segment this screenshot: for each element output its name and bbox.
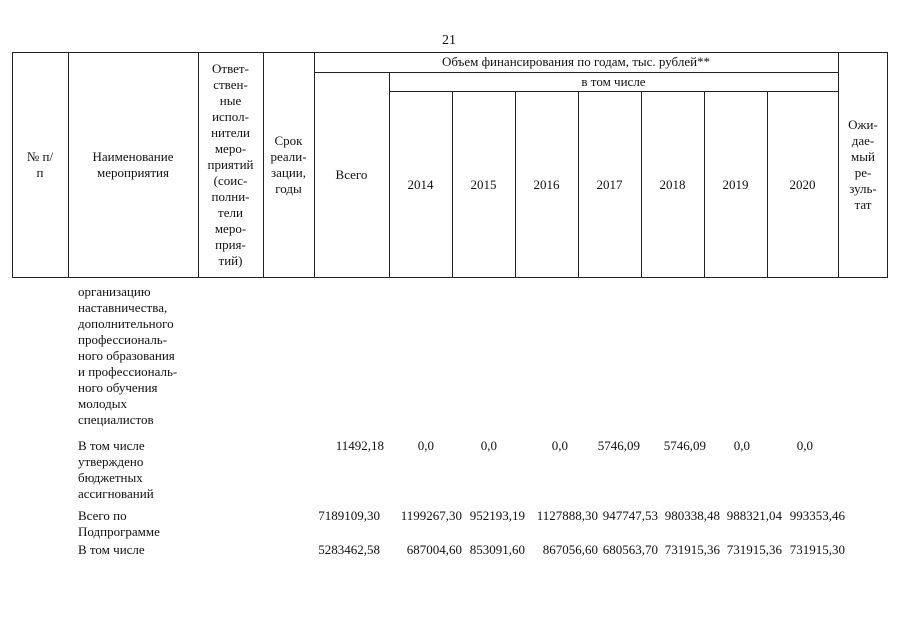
row-name — [78, 284, 177, 428]
value-cell: 5283462,58 — [318, 542, 380, 557]
row-name — [78, 508, 160, 540]
value-cell: 731915,36 — [726, 542, 782, 557]
value-cell: 0,0 — [551, 438, 568, 453]
header-line: мый — [851, 149, 875, 164]
value-cell: 952193,19 — [469, 508, 525, 523]
header-name: Наименование мероприятия — [92, 149, 174, 180]
header-line: полни- — [211, 189, 250, 204]
value-cell: 5746,09 — [597, 438, 640, 453]
value-cell: 680563,70 — [602, 542, 658, 557]
header-year-2019: 2019 — [722, 176, 749, 192]
header-line: зации, — [270, 165, 307, 180]
header-line: годы — [275, 181, 302, 196]
row-name-line: ного образования — [78, 348, 175, 363]
row-name-line: Подпрограмме — [78, 524, 160, 539]
header-line: меро- — [214, 221, 247, 236]
header-line: (соис- — [213, 173, 248, 188]
header-year-2017: 2017 — [596, 176, 623, 192]
row-name-line: ного обучения — [78, 380, 158, 395]
header-line: прия- — [215, 237, 246, 252]
value-cell: 0,0 — [417, 438, 434, 453]
header-line: тели — [218, 205, 243, 220]
header-line: приятий — [207, 157, 254, 172]
row-name-line: В том числе — [78, 542, 145, 557]
row-name-line: В том числе — [78, 438, 145, 453]
row-name-line: молодых — [78, 396, 128, 411]
header-line: тий) — [218, 253, 243, 268]
row-name-line: организацию — [78, 284, 151, 299]
value-cell: 988321,04 — [726, 508, 782, 523]
header-year-2018: 2018 — [659, 176, 686, 192]
header-line: меро- — [214, 141, 247, 156]
row-name-line: утверждено — [78, 454, 144, 469]
value-cell: 853091,60 — [469, 542, 525, 557]
header-financing: Объем финансирования по годам, тыс. рублей** — [441, 54, 711, 69]
value-cell: 1199267,30 — [400, 508, 462, 523]
header-line: зуль- — [849, 181, 877, 196]
row-name-line: ассигнований — [78, 486, 154, 501]
header-line: тат — [854, 197, 872, 212]
header-including: в том числе — [581, 73, 646, 89]
row-name-line: профессиональ- — [78, 332, 168, 347]
page-number: 21 — [442, 33, 456, 48]
row-name-line: бюджетных — [78, 470, 143, 485]
value-cell: 0,0 — [733, 438, 750, 453]
value-cell: 867056,60 — [542, 542, 598, 557]
header-result — [838, 52, 888, 278]
header-line: Ответ- — [212, 61, 249, 76]
row-name-line: наставничества, — [78, 300, 168, 315]
row-name — [78, 542, 145, 558]
header-line: испол- — [212, 109, 249, 124]
header-responsible — [198, 52, 263, 278]
header-line: Срок — [274, 133, 303, 148]
header-line: ные — [219, 93, 242, 108]
header-num: № п/п — [26, 149, 54, 180]
header-total: Всего — [335, 167, 368, 182]
row-name-line: Всего по — [78, 508, 127, 523]
value-cell: 0,0 — [796, 438, 813, 453]
header-line: ствен- — [213, 77, 248, 92]
header-year-2015: 2015 — [470, 176, 497, 192]
header-line: реали- — [270, 149, 307, 164]
header-year-2016: 2016 — [533, 176, 560, 192]
header-year-2014: 2014 — [407, 176, 434, 192]
value-cell: 980338,48 — [664, 508, 720, 523]
row-name-line: и профессиональ- — [78, 364, 178, 379]
row-name-line: специалистов — [78, 412, 154, 427]
value-cell: 731915,36 — [664, 542, 720, 557]
value-cell: 0,0 — [480, 438, 497, 453]
header-line: Ожи- — [848, 117, 878, 132]
value-cell: 687004,60 — [406, 542, 462, 557]
value-cell: 993353,46 — [789, 508, 845, 523]
value-cell: 947747,53 — [602, 508, 658, 523]
value-cell: 1127888,30 — [536, 508, 598, 523]
value-cell: 731915,30 — [789, 542, 845, 557]
header-term — [263, 52, 314, 278]
row-name-line: дополнительного — [78, 316, 174, 331]
value-cell: 11492,18 — [335, 438, 384, 453]
value-cell: 5746,09 — [663, 438, 706, 453]
header-line: дае- — [851, 133, 875, 148]
header-line: ре- — [854, 165, 872, 180]
header-line: нители — [211, 125, 250, 140]
header-year-2020: 2020 — [789, 176, 816, 192]
value-cell: 7189109,30 — [318, 508, 380, 523]
row-name — [78, 438, 154, 502]
